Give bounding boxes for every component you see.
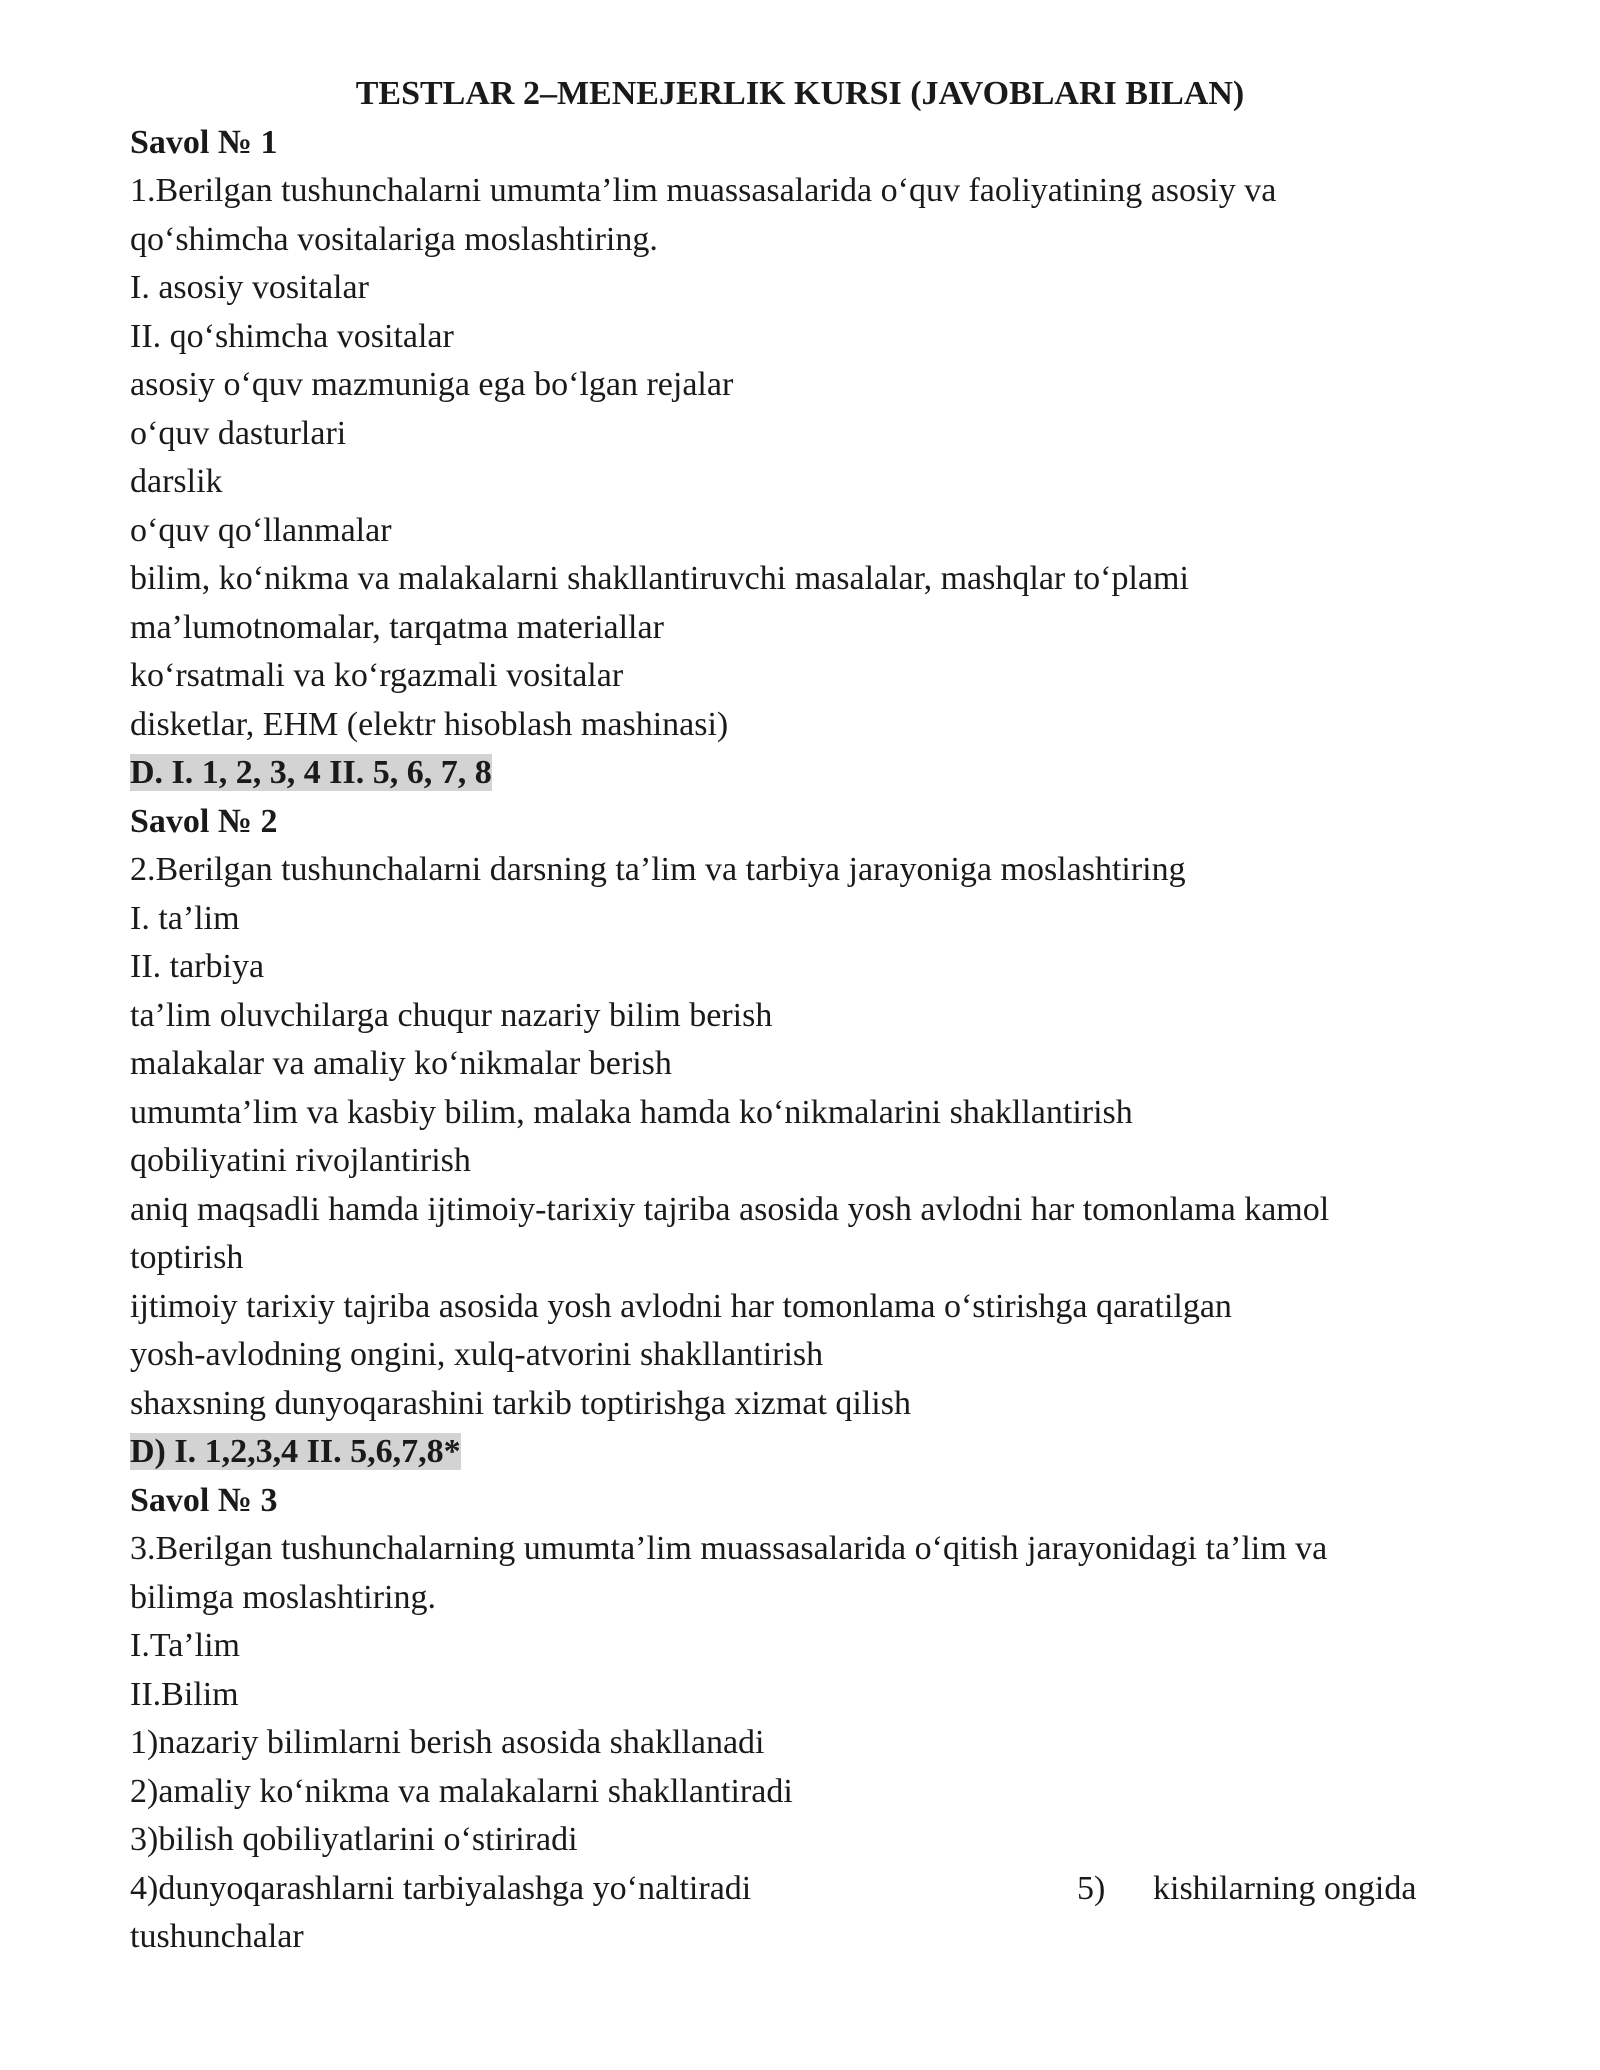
document-page [130, 70, 1470, 1962]
question-3-line: 2)amaliy ko‘nikma va malakalarni shakllantiradi [130, 1772, 793, 1810]
split-right [1077, 1865, 1416, 1914]
question-1-line: ma’lumotnomalar, tarqatma materiallar [130, 608, 664, 646]
question-1-line: asosiy o‘quv mazmuniga ega bo‘lgan rejalar [130, 366, 734, 403]
question-1-line: II. qo‘shimcha vositalar [130, 317, 454, 355]
question-3-line: 3.Berilgan tushunchalarning umumta’lim muassasalarida o‘qitish jarayonidagi ta’lim va [130, 1530, 1328, 1567]
question-2-line: umumta’lim va kasbiy bilim, malaka hamda ko‘nikmalarini shakllantirish [130, 1093, 1133, 1131]
question-3-heading: Savol № 3 [130, 1481, 278, 1519]
question-3-line: tushunchalar [130, 1918, 304, 1955]
question-3-line: bilimga moslashtiring. [130, 1578, 436, 1616]
question-1-line: bilim, ko‘nikma va malakalarni shakllantiruvchi masalalar, mashqlar to‘plami [130, 560, 1189, 597]
document-title: TESTLAR 2–MENEJERLIK KURSI (JAVOBLARI BILAN) [355, 75, 1245, 112]
question-2-line: I. ta’lim [130, 899, 240, 937]
split-right-number: 5) [1077, 1869, 1106, 1907]
question-2-line: yosh-avlodning ongini, xulq-atvorini shakllantirish [130, 1336, 824, 1373]
question-3-line: 3)bilish qobiliyatlarini o‘stiriradi [130, 1821, 578, 1858]
split-left-text: 4)dunyoqarashlarni tarbiyalashga yo‘naltiradi [130, 1869, 752, 1907]
question-3-line: II.Bilim [130, 1675, 239, 1713]
question-1-heading: Savol № 1 [130, 123, 278, 161]
question-2-line: II. tarbiya [130, 948, 265, 985]
split-right-text: kishilarning ongida [1153, 1869, 1417, 1907]
question-2-line: ijtimoiy tarixiy tajriba asosida yosh avlodni har tomonlama o‘stirishga qaratilgan [130, 1287, 1232, 1325]
question-2-line: aniq maqsadli hamda ijtimoiy-tarixiy tajriba asosida yosh avlodni har tomonlama kamol [130, 1190, 1330, 1228]
question-2-line: malakalar va amaliy ko‘nikmalar berish [130, 1045, 672, 1082]
question-2-answer [130, 1428, 1470, 1477]
question-1-line: ko‘rsatmali va ko‘rgazmali vositalar [130, 657, 624, 694]
question-2-line: toptirish [130, 1239, 244, 1276]
answer-highlight: D) I. 1,2,3,4 II. 5,6,7,8* [130, 1433, 461, 1470]
answer-highlight: D. I. 1, 2, 3, 4 II. 5, 6, 7, 8 [130, 754, 492, 791]
question-2-line: 2.Berilgan tushunchalarni darsning ta’lim va tarbiya jarayoniga moslashtiring [130, 851, 1186, 888]
question-3-split-line [130, 1865, 1470, 1914]
question-1-line: o‘quv qo‘llanmalar [130, 511, 392, 549]
question-1-line: qo‘shimcha vositalariga moslashtiring. [130, 220, 658, 258]
question-2-line: ta’lim oluvchilarga chuqur nazariy bilim berish [130, 996, 773, 1034]
question-2-heading: Savol № 2 [130, 802, 278, 840]
question-1-line: I. asosiy vositalar [130, 269, 369, 306]
question-1-answer [130, 749, 1470, 798]
question-2-line: shaxsning dunyoqarashini tarkib toptirishga xizmat qilish [130, 1384, 911, 1422]
question-1-line: o‘quv dasturlari [130, 414, 347, 452]
question-3-line: 1)nazariy bilimlarni berish asosida shakllanadi [130, 1724, 765, 1761]
question-1-line: disketlar, EHM (elektr hisoblash mashinasi) [130, 705, 729, 743]
question-3-line: I.Ta’lim [130, 1627, 240, 1664]
question-2-line: qobiliyatini rivojlantirish [130, 1142, 471, 1179]
question-1-line: 1.Berilgan tushunchalarni umumta’lim muassasalarida o‘quv faoliyatining asosiy va [130, 172, 1277, 209]
question-1-line: darslik [130, 463, 223, 500]
